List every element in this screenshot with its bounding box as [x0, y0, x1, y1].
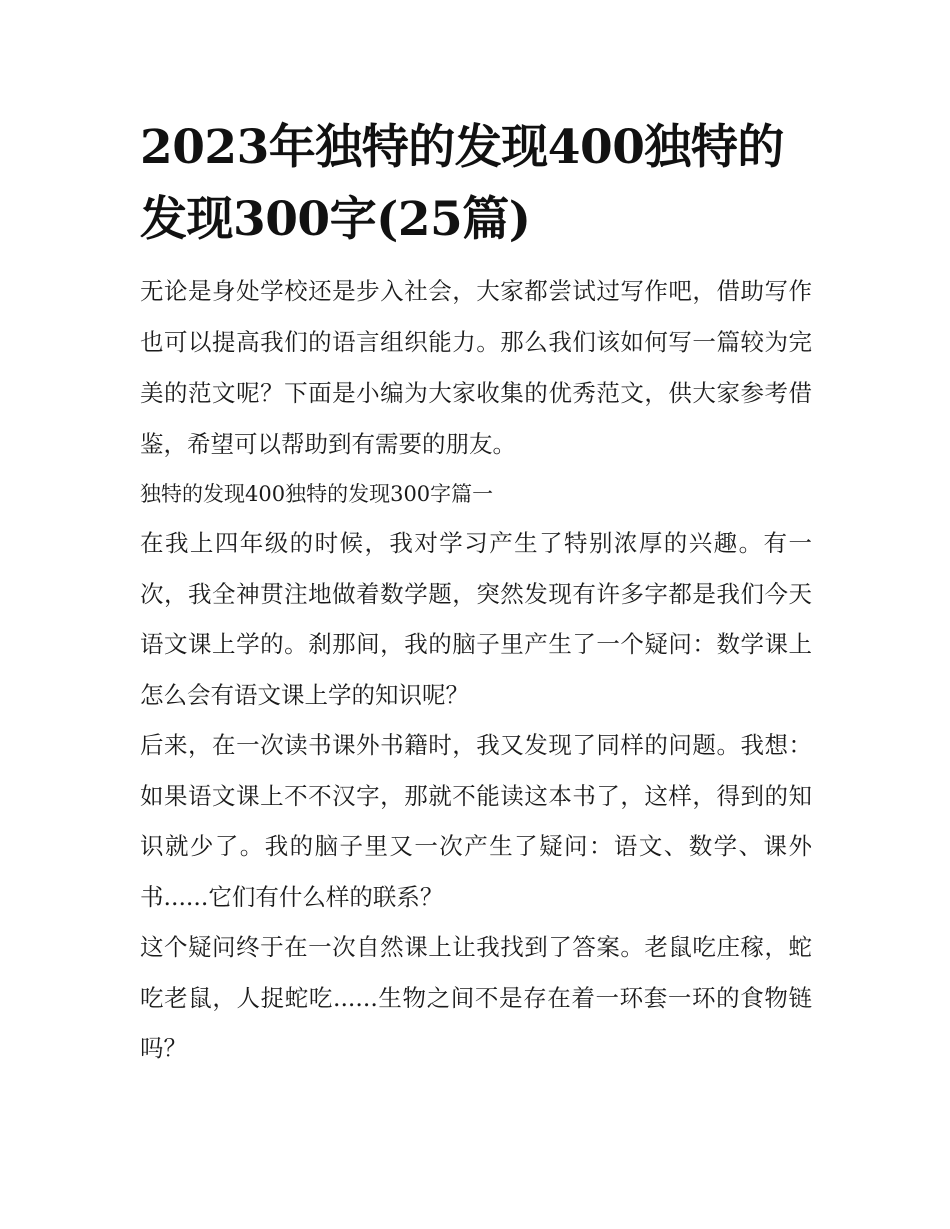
document-page	[140, 112, 812, 1074]
body-paragraph: 在我上四年级的时候，我对学习产生了特别浓厚的兴趣。有一次，我全神贯注地做着数学题，突然发现有许多字都是我们今天语文课上学的。刹那间，我的脑子里产生了一个疑问：数学课上怎么会有语文课上学的知识呢？	[140, 529, 812, 709]
section-heading: 独特的发现400独特的发现300字篇一	[140, 482, 494, 506]
body-paragraph: 后来，在一次读书课外书籍时，我又发现了同样的问题。我想：如果语文课上不不汉字，那就不能读这本书了，这样，得到的知识就少了。我的脑子里又一次产生了疑问：语文、数学、课外书......它们有什么样的联系？	[140, 731, 812, 911]
body-paragraph: 这个疑问终于在一次自然课上让我找到了答案。老鼠吃庄稼，蛇吃老鼠，人捉蛇吃......生物之间不是存在着一环套一环的食物链吗？	[140, 933, 812, 1062]
intro-paragraph: 无论是身处学校还是步入社会，大家都尝试过写作吧，借助写作也可以提高我们的语言组织能力。那么我们该如何写一篇较为完美的范文呢？下面是小编为大家收集的优秀范文，供大家参考借鉴，希望可以帮助到有需要的朋友。	[140, 277, 812, 458]
document-title: 2023年独特的发现400独特的发现300字(25篇)	[140, 120, 784, 247]
